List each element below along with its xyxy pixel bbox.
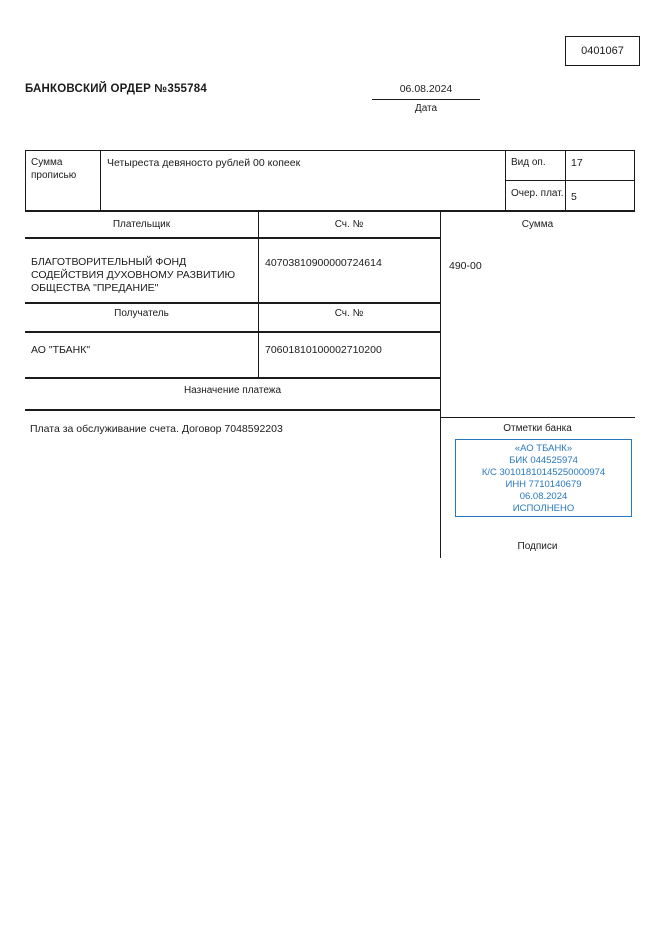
recipient-header: Получатель	[114, 308, 169, 319]
payer-account: 40703810900000724614	[265, 257, 382, 269]
payer-name: БЛАГОТВОРИТЕЛЬНЫЙ ФОНД СОДЕЙСТВИЯ ДУХОВНОМУ РАЗВИТИЮ ОБЩЕСТВА "ПРЕДАНИЕ"	[31, 256, 236, 294]
hline-under-payer-row	[25, 302, 440, 304]
amount-value: 490-00	[449, 260, 482, 272]
stamp-line-bik: БИК 044525974	[509, 455, 578, 466]
form-code-box	[565, 36, 640, 66]
hline-amount-row-bottom	[25, 210, 635, 212]
stamp-line-date: 06.08.2024	[519, 491, 568, 502]
bank-marks-header: Отметки банка	[503, 423, 572, 434]
stamp-line-status: ИСПОЛНЕНО	[512, 503, 575, 514]
stamp-line-inn: ИНН 7710140679	[505, 479, 582, 490]
amount-in-words: Четыреста девяносто рублей 00 копеек	[107, 157, 301, 169]
priority-value: 5	[571, 191, 577, 203]
date-label: Дата	[414, 103, 438, 114]
hline-under-payer-header	[25, 237, 440, 239]
document-title: БАНКОВСКИЙ ОРДЕР №355784	[25, 83, 207, 95]
recipient-account: 70601810100002710200	[265, 344, 382, 356]
stamp-line-corr-account: К/С 30101810145250000974	[481, 467, 606, 478]
stamp-line-bank-name: «АО ТБАНК»	[514, 443, 573, 454]
purpose-text: Плата за обслуживание счета. Договор 7048592203	[30, 423, 283, 435]
purpose-header: Назначение платежа	[183, 385, 282, 396]
form-code: 0401067	[581, 45, 624, 57]
vline-amount-label	[100, 150, 101, 210]
hline-under-purpose-header	[25, 409, 440, 411]
priority-label: Очер. плат.	[511, 188, 564, 199]
signatures-header: Подписи	[517, 541, 558, 552]
op-type-value: 17	[571, 157, 583, 169]
vline-sum-column-divider	[440, 212, 441, 558]
hline-amount-row-top	[25, 150, 635, 151]
amount-column-header: Сумма	[521, 219, 554, 230]
date-underline	[372, 99, 480, 100]
hline-op-priority-split	[505, 180, 635, 181]
payer-account-header: Сч. №	[334, 219, 364, 230]
hline-above-bank-marks	[440, 417, 635, 418]
amount-in-words-label: Сумма прописью	[31, 157, 77, 181]
recipient-account-header: Сч. №	[334, 308, 364, 319]
payer-header: Плательщик	[112, 219, 171, 230]
date-value: 06.08.2024	[399, 83, 453, 95]
hline-under-recipient-header	[25, 331, 440, 333]
op-type-label: Вид оп.	[511, 157, 546, 168]
bank-stamp	[455, 439, 632, 517]
vline-amount-row-left	[25, 150, 26, 210]
hline-under-recipient-row	[25, 377, 440, 379]
recipient-name: АО "ТБАНК"	[31, 344, 91, 356]
